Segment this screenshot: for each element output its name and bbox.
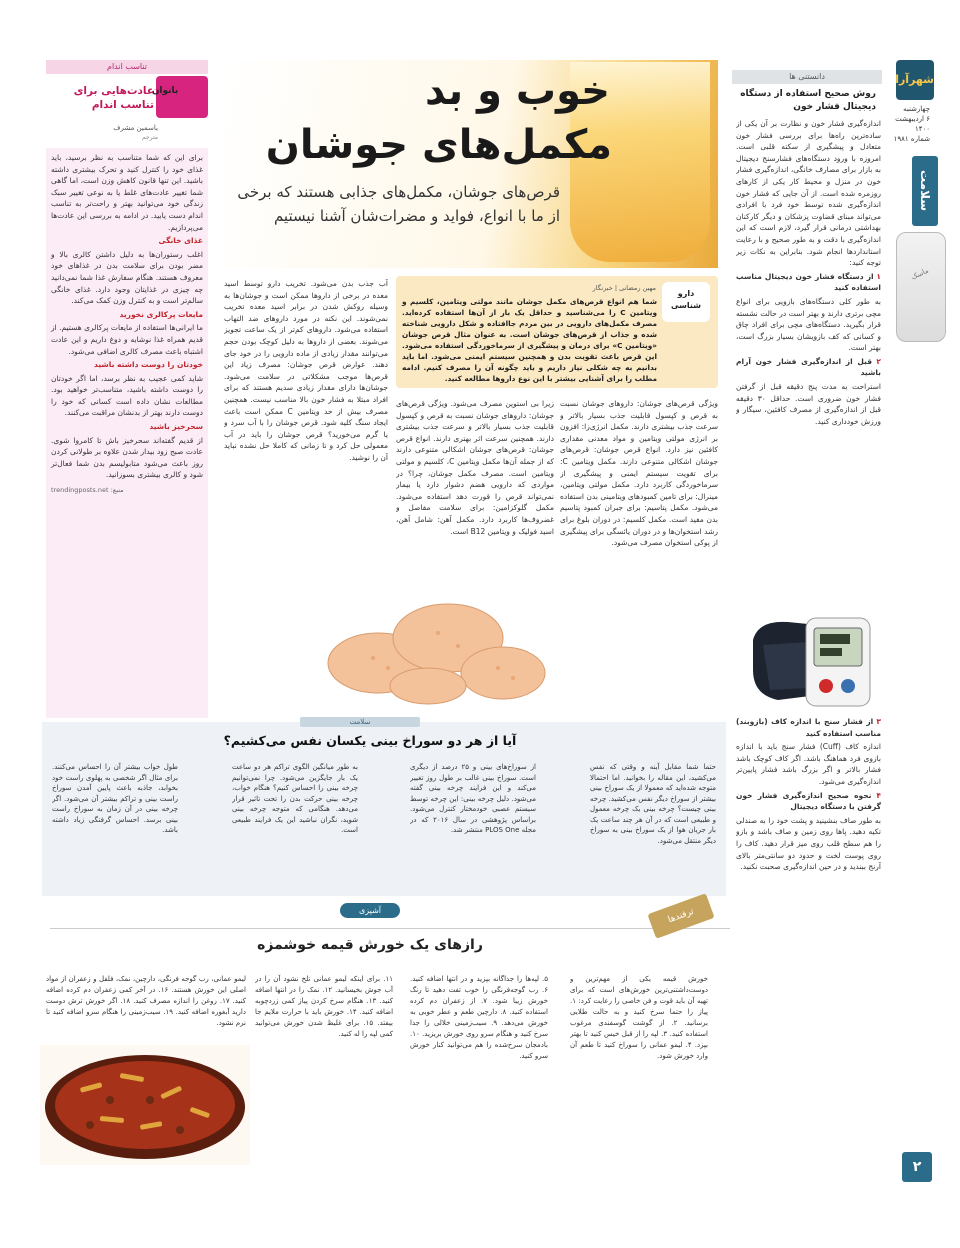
tip-num: ۳ bbox=[876, 717, 881, 726]
fitness-section-title: غذای خانگی bbox=[158, 236, 203, 246]
lead-text: شما هم انواع قرص‌های مکمل جوشان مانند مولتی ویتامین، کلسیم و ویتامین C را می‌شناسید و حداقل یک بار از آن‌ها استفاده کرده‌اید. مصرف مکمل‌های دارویی در بین مردم جاافتاده و شکل دارویی شناخته شده و جذاب از قرص‌های جوشان است. به عنوان مثال قرص جوشان «ویتامین C» برای درمان و پیشگیری از سرماخوردگی استفاده می‌شود. این قرص باعث تقویت بدن و همچنین سیستم ایمنی می‌شود. اما باید بدانیم به چه شکلی نیاز داریم و باید چگونه آن را مصرف کنیم. ادامه مطلب را برای آشنایی بیشتر با این نوع داروها مطالعه کنید. bbox=[402, 297, 658, 383]
fitness-body bbox=[46, 148, 208, 718]
face-mask-image bbox=[896, 232, 946, 342]
fitness-section-text: اغلب رستوران‌ها به دلیل داشتن کالری بالا و مضر بودن برای سلامت بدن در غذاهای خود معروف هستند. هنگام سفارش غذا شما نمی‌دانید چه چیزی در غذایتان وجود دارد. غذای خانگی سالم‌تر است و به کنترل وزن کمک می‌کند. bbox=[51, 249, 203, 306]
hero-title-line2: مکمل‌های جوشان bbox=[265, 122, 612, 168]
tip-num: ۱ bbox=[876, 271, 881, 281]
fitness-source: منبع: trendingposts.net bbox=[51, 486, 124, 495]
recipe-text: لیمو عمانی، رب گوجه فرنگی، دارچین، نمک، فلفل و زعفران از مواد اصلی این خورش هستند. ۱۶. در آخر کمی زعفران دم کرده اضافه کنید. ۱۷. روغن را اندازه مصرف کنید. ۱۸. اگر خورش ترش دوست دارید آبغوره اضافه کنید. ۱۹. سیب‌زمینی را هنگام سرو اضافه کنید تا نرم نشود. bbox=[46, 975, 246, 1027]
tip-text: استراحت به مدت پنج دقیقه قبل از گرفتن فشار خون ضروری است. حداقل ۳۰ دقیقه قبل از اندازه‌گیری از مصرف کافئین، سیگار و ورزش خودداری کنید. bbox=[736, 382, 881, 426]
article-tail bbox=[226, 610, 316, 710]
fitness-title: عادت‌هایی برای تناسب اندام bbox=[73, 85, 154, 111]
tip-title: از دستگاه فشار خون دیجیتال مناسب استفاده کنید bbox=[736, 271, 881, 293]
tip-text: به طور صاف بنشینید و پشت خود را به صندلی تکیه دهید. پاها روی زمین و صاف باشد و بازو را هم سطح قلب روی میز قرار دهید. کاف را روی پوست لخت و حدود دو سانتی‌متر بالای آرنج ببندید و در حین اندازه‌گیری صحبت نکنید. bbox=[736, 815, 881, 872]
tip-title: از فشار سنج با اندازه کاف (بازوبند) مناسب استفاده کنید bbox=[736, 717, 881, 738]
effervescent-tablets-image bbox=[318, 568, 548, 708]
tip-text: به طور کلی دستگاه‌های بازویی برای انواع مچی برتری دارند و بهتر است در حالت نشسته قرار بگیرید. دستگاه‌های مچی برای افراد چاق و کسانی که کف بازویشان بسیار بزرگ است، بهتر است. bbox=[736, 296, 881, 353]
fitness-section-title: خودتان را دوست داشته باشید bbox=[94, 360, 203, 370]
newspaper-logo: شهرآرا bbox=[896, 60, 934, 100]
breathing-column bbox=[52, 762, 178, 890]
tip-text: اندازه کاف (Cuff) فشار سنج باید با اندازه بازوی فرد هماهنگ باشد. اگر کاف کوچک باشد فشار بالاتر و اگر بزرگ باشد فشار پایین‌تر اندازه‌گیری می‌شود. bbox=[736, 742, 881, 786]
article-text: زیرا بی استوپن مصرف می‌شود. ویژگی قرص‌های جوشان: داروهای جوشان نسبت به قرص و کپسول قابلیت جذب بسیار بالاتر و سرعت جذب بیشتری دارند. همچنین سرعت اثر بهتری دارند. انواع قرص جوشان: قرص‌های جوشان اشکالی متنوعی دارند که از جمله آن‌ها مکمل ویتامین C، کلسیم و مولتی ویتامین است. مصرف مکمل جوشان، چرا؟ در مواردی که دارویی هضم دشوار دارد یا بیمار نمی‌تواند قرص را قورت دهد استفاده می‌شود. مکمل گلوکزامین: برای سلامت مفاصل و غضروف‌ها کاربرد دارد. مکمل آهن: شامل آهن، اسید فولیک و ویتامین B12 است. bbox=[396, 399, 554, 536]
breathing-text: از سوراخ‌های بینی و ۲۵ درصد از دیگری است. سوراخ بینی غالب بر طول روز تغییر می‌کند و این فرایند چرخه بینی گفته می‌شود. دلیل چرخه بینی: این چرخه توسط سیستم عصبی خودمختار کنترل می‌شود. براساس پژوهشی در سال ۲۰۱۶ که در مجله PLOS One منتشر شد. bbox=[410, 763, 536, 834]
lead-author: مهین رمضانی | خبرنگار bbox=[592, 284, 656, 292]
tip-title: قبل از اندازه‌گیری فشار خون آرام باشید bbox=[736, 356, 881, 378]
breathing-text: به طور میانگین الگوی تراکم هر دو ساعت یک بار جایگزین می‌شود. چرا نمی‌توانیم چرخه بینی را احساس کنیم؟ هنگام خواب، چرخه بینی حرکت بدن را تحت تاثیر قرار می‌دهد. هنگامی که متوجه چرخه بینی شوید، نگران نباشید این یک فرایند طبیعی است. bbox=[232, 763, 358, 834]
divider bbox=[50, 928, 730, 929]
recipe-title: رازهای یک خورش قیمه خوشمزه bbox=[257, 937, 483, 953]
breathing-text: حتما شما مقابل آینه و وقتی که نفس می‌کشید، این مقاله را بخوانید. اما احتمالا متوجه شده‌اید که معمولا از یک سوراخ بینی بیشتر از سوراخ دیگر نفس می‌کشید. چرخه بینی چیست؟ چرخه بینی یک چرخه معمول و طبیعی است که در آن هر چند ساعت یک بار جریان هوا از یک سوراخ بینی به سوراخ دیگر منتقل می‌شود. bbox=[590, 763, 716, 845]
breathing-column bbox=[590, 762, 716, 890]
breathing-label: سلامت bbox=[300, 717, 420, 727]
recipe-label: آشپزی bbox=[340, 903, 400, 918]
fitness-section-title: سحرخیز باشید bbox=[149, 422, 203, 432]
fitness-author-role: مترجم bbox=[141, 134, 158, 141]
issue-line: شماره ۱۹۸۱ bbox=[893, 135, 930, 143]
lead-tag: دارو شناسی bbox=[662, 282, 710, 322]
knowledge-body-continued bbox=[736, 716, 881, 1136]
knowledge-body bbox=[736, 118, 881, 608]
article-text: آب جذب بدن می‌شود. تخریب دارو توسط اسید معده در برخی از داروها ممکن است و جوشان‌ها به وسیله روکش شدن در برابر اسید معده تخریب نمی‌شوند. این نکته در مورد داروهای ضد التهاب استفاده می‌شود. داروهای کم‌تر از یک ساعت تجویز می‌شوند. بعضی از داروها به دلیل کوچک بودن حجم می‌توانند مقدار زیادی از ماده دارویی را در خود جای دهند. عوارض قرص جوشان: مصرف زیاد این قرص‌ها موجب مشکلاتی در سلامت می‌شود. جوشان‌ها دارای مقدار زیادی سدیم هستند که برای افراد مبتلا به فشار خون بالا مناسب نیست. همچنین مصرف بیش از حد ویتامین C ممکن است باعث ایجاد سنگ کلیه شود. قرص جوشان را با آب سرد و یا گرم می‌خورید؟ قرص جوشان را باید در آب معمولی حل کرد و تا زمانی که کاملا حل نشده نباید آن را نوشید. bbox=[224, 279, 388, 462]
page-number: ۲ bbox=[902, 1152, 932, 1182]
knowledge-label: دانستنی ها bbox=[732, 70, 882, 84]
issue-info bbox=[882, 104, 930, 154]
mask-text: ماسک bbox=[910, 266, 930, 282]
recipe-column bbox=[46, 974, 246, 1042]
woman-icon bbox=[156, 76, 208, 118]
issue-line: ۶ اردیبهشت ۱۴۰۰ bbox=[895, 115, 930, 133]
article-column bbox=[560, 398, 718, 708]
issue-line: چهارشنبه bbox=[903, 105, 930, 113]
blood-pressure-monitor-image bbox=[748, 600, 880, 715]
fitness-author: یاسمین مشرف bbox=[113, 124, 158, 132]
breathing-column bbox=[232, 762, 358, 890]
gheimeh-stew-image bbox=[40, 1045, 250, 1165]
fitness-intro: برای این که شما متناسب به نظر برسید، باید غذای خود را کنترل کنید و تحرک بیشتری داشته باشید. این تنها قانون کاهش وزن است، اما گاهی شما تغییر عادت‌های غلط یا به نوعی تغییر سبک زندگی خود می‌توانید بهتر و راحت‌تر به تناسب اندام دست یابید. در ادامه به بررسی این عادت‌ها می‌پردازیم. bbox=[51, 153, 203, 232]
recipe-column bbox=[410, 974, 548, 1209]
tip-title: نحوه صحیح اندازه‌گیری فشار خون گرفتن با دستگاه دیجیتال bbox=[736, 790, 881, 812]
hero-subtitle: قرص‌های جوشان، مکمل‌های جذابی هستند که برخی از ما با انواع، فواید و مضرات‌شان آشنا نیستیم bbox=[237, 183, 560, 225]
article-text: ویژگی قرص‌های جوشان: داروهای جوشان نسبت به قرص و کپسول قابلیت جذب بسیار بالاتر و سرعت جذب بیشتری دارند. مکمل انرژی‌زا: افزون بر انرژی مولتی ویتامین و مواد معدنی مقداری کافئین نیز دارد. انواع قرص جوشان: قرص‌های جوشان اشکالی متنوعی دارند. مکمل ویتامین C: برای تقویت سیستم ایمنی و پیشگیری از سرماخوردگی کاربرد دارد. مکمل مولتی ویتامین، مینرال: برای تامین کمبودهای ویتامینی بدن استفاده می‌شود. مکمل پتاسیم: برای جبران کمبود پتاسیم بدن مفید است. مکمل کلسیم: در دوران بلوغ برای رشد استخوان‌ها و در دوران یائسگی برای پیشگیری از پوکی استخوان مصرف می‌شود. bbox=[560, 399, 718, 548]
breathing-title: آیا از هر دو سوراخ بینی یکسان نفس می‌کشیم؟ bbox=[223, 733, 517, 748]
breathing-text: طول خواب بیشتر آن را احساس می‌کنند. برای مثال اگر شخصی به پهلوی راست خود بخوابد، جاذبه باعث پایین آمدن سوراخ راست بینی و تراکم بیشتر آن می‌شود. اگر چرخه بینی در آن زمان به سوراخ راست بینی برسد. احساس گرفتگی زیاد داشته باشد. bbox=[52, 763, 178, 834]
fitness-section-text: از قدیم گفته‌اند سحرخیز باش تا کامروا شوی. عادت صبح زود بیدار شدن علاوه بر طولانی کردن روز باعث می‌شود متابولیسم بدن شما فعال‌تر شود و کالری بیشتری بسوزانید. bbox=[51, 435, 203, 480]
recipe-column bbox=[255, 974, 393, 1209]
section-tab[interactable]: سلامت bbox=[912, 156, 938, 226]
fitness-section-text: شاید کمی عجیب به نظر برسد، اما اگر خودتان را دوست داشته باشید، متناسب‌تر خواهید بود. مطالعات نشان داده است کسانی که خود را دوست دارند بهتر از بدنشان مراقبت می‌کنند. bbox=[51, 373, 203, 418]
tip-num: ۲ bbox=[876, 356, 881, 366]
recipe-flag: ترفندها bbox=[647, 893, 714, 939]
fitness-icon-label: بانوان bbox=[151, 86, 179, 96]
knowledge-intro: اندازه‌گیری فشار خون و نظارت بر آن یکی از ساده‌ترین راه‌ها برای بررسی فشار خون متعادل و پیشگیری از سکته قلبی است. امروزه با ورود دستگاه‌های فشارسنج دیجیتال به بازار برای مصارف خانگی، اندازه‌گیری فشار خون در منزل و محیط کار یکی از کارهای روزمره شده است. از آن جایی که فشار خون اندازه‌گیری شده توسط خود فرد با افرادی می‌تواند مبنای قضاوت پزشکان و دیگر کارکنان بهداشتی درمانی قرار گیرد، لازم است که این اندازه‌گیری با دقت و به طور صحیح و با رعایت استانداردها انجام شود. بنابراین به نکات زیر توجه کنید: bbox=[736, 119, 881, 268]
fitness-label: تناسب اندام bbox=[46, 60, 208, 74]
recipe-column bbox=[570, 974, 708, 1209]
recipe-text: ۱۱. برای اینکه لیمو عمانی تلخ نشود آن را در آب جوش بخیسانید. ۱۲. نمک را در انتها اضافه کنید. ۱۳. هنگام سرخ کردن پیاز کمی زردچوبه اضافه کنید. ۱۴. خورش باید با حرارت ملایم جا بیفتد. ۱۵. برای غلیظ شدن خورش می‌توانید کمی لپه را له کنید. bbox=[255, 975, 393, 1038]
tip-num: ۴ bbox=[876, 790, 881, 800]
knowledge-title: روش صحیح استفاده از دستگاه دیجیتال فشار خون bbox=[740, 89, 876, 112]
fitness-section-title: مایعات پرکالری نخورید bbox=[119, 309, 203, 319]
recipe-text: ۵. لپه‌ها را جداگانه بپزید و در انتها اضافه کنید. ۶. رب گوجه‌فرنگی را خوب تفت دهید تا رنگ خورش زیبا شود. ۷. از زعفران دم کرده استفاده کنید. ۸. دارچین طعم و عطر خوبی به خورش می‌دهد. ۹. سیب‌زمینی خلالی را جدا سرخ کنید و هنگام سرو روی خورش بریزید. ۱۰. بادمجان سرخ‌شده را هم می‌توانید کنار خورش سرو کنید. bbox=[410, 975, 548, 1060]
fitness-section-text: ما ایرانی‌ها استفاده از مایعات پرکالری هستیم. از قدیم همراه غذا نوشابه و دوغ داریم و این عادت اشتباه باعث مصرف کالری اضافی می‌شود. bbox=[51, 323, 203, 356]
breathing-column bbox=[410, 762, 536, 890]
hero-title-line1: خوب و بد bbox=[425, 68, 610, 114]
recipe-text: خورش قیمه یکی از مهم‌ترین و دوست‌داشتنی‌ترین خورش‌های است که برای تهیه آن باید قوت و فن خاصی را رعایت کرد: ۱. پیاز را حتما سرخ کنید و به حالت طلایی برسانید. ۲. از گوشت گوسفندی مرغوب استفاده کنید. ۳. لپه را از قبل خیس کنید تا بهتر بپزد. ۴. لیمو عمانی را سوراخ کنید تا طعم آن وارد خورش شود. bbox=[570, 975, 708, 1060]
